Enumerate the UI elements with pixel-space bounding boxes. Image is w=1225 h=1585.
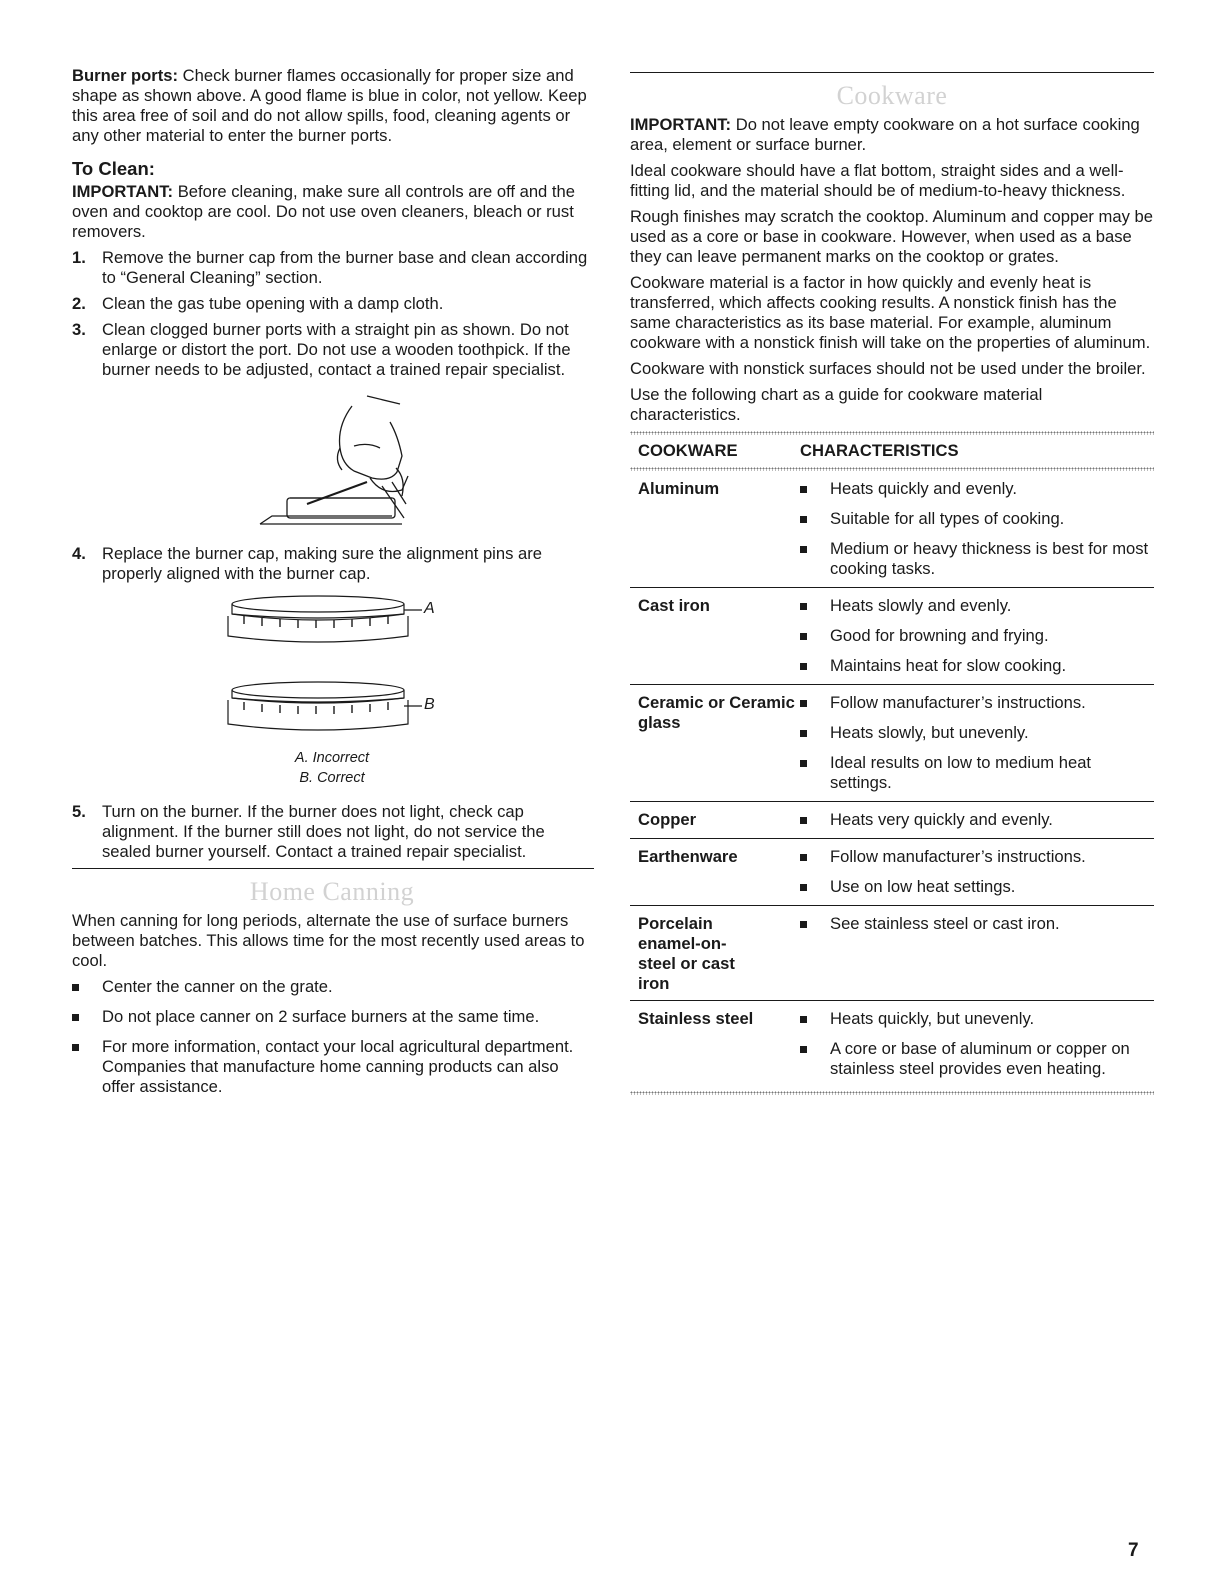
step-number: 3. bbox=[72, 320, 86, 339]
pin-cleaning-illustration bbox=[72, 386, 592, 536]
bullet-icon bbox=[800, 854, 807, 861]
list-item bbox=[800, 1039, 1154, 1079]
list-item bbox=[800, 479, 1154, 499]
bullet-text: Do not place canner on 2 surface burners at the same time. bbox=[102, 1007, 540, 1026]
bullet-text: Heats very quickly and evenly. bbox=[830, 810, 1053, 829]
material-cell: Copper bbox=[638, 810, 697, 829]
step-number: 5. bbox=[72, 802, 86, 821]
step-item bbox=[72, 294, 592, 314]
figure-caption-b: B. Correct bbox=[299, 770, 365, 786]
table-body bbox=[630, 471, 1154, 1087]
bullet-icon bbox=[800, 921, 807, 928]
bullet-text: Good for browning and frying. bbox=[830, 626, 1049, 645]
to-clean-heading: To Clean: bbox=[72, 158, 155, 179]
step-item bbox=[72, 248, 592, 288]
list-item bbox=[800, 810, 1154, 830]
bullet-text: Follow manufacturer’s instructions. bbox=[830, 693, 1086, 712]
step-text: Clean clogged burner ports with a straight pin as shown. Do not enlarge or distort the port. Do not use a wooden toothpick. If the burner needs to be adjusted, contact a trained repair specialist. bbox=[102, 320, 571, 379]
material-cell: Earthenware bbox=[638, 847, 738, 866]
step-text: Remove the burner cap from the burner base and clean according to “General Cleaning” section. bbox=[102, 248, 588, 287]
cookware-important bbox=[630, 115, 1154, 155]
characteristics-cell bbox=[800, 914, 1154, 994]
list-item bbox=[800, 877, 1154, 897]
characteristics-list bbox=[800, 914, 1154, 934]
bullet-text: A core or base of aluminum or copper on stainless steel provides even heating. bbox=[830, 1039, 1130, 1078]
bullet-icon bbox=[800, 700, 807, 707]
list-item bbox=[800, 656, 1154, 676]
characteristics-list bbox=[800, 596, 1154, 676]
table-row bbox=[630, 588, 1154, 685]
table-row bbox=[630, 802, 1154, 839]
right-column bbox=[630, 72, 1154, 1095]
characteristics-cell bbox=[800, 596, 1154, 678]
cookware-paragraph: Ideal cookware should have a flat bottom, straight sides and a well-fitting lid, and the material should be of medium-to-heavy thickness. bbox=[630, 161, 1126, 200]
bullet-text: Maintains heat for slow cooking. bbox=[830, 656, 1067, 675]
characteristics-cell bbox=[800, 810, 1154, 832]
cookware-paragraph: Use the following chart as a guide for cookware material characteristics. bbox=[630, 385, 1043, 424]
figure-label-b: B bbox=[424, 696, 435, 713]
step-text: Clean the gas tube opening with a damp cloth. bbox=[102, 294, 444, 313]
characteristics-list bbox=[800, 693, 1154, 793]
step-item bbox=[72, 802, 592, 862]
cleaning-step-5 bbox=[72, 802, 592, 862]
figure-label-a: A bbox=[424, 600, 435, 617]
material-cell: Stainless steel bbox=[638, 1009, 754, 1028]
bullet-text: For more information, contact your local agricultural department. Companies that manufacture home canning products can also offer assistance. bbox=[102, 1037, 574, 1096]
bullet-icon bbox=[800, 817, 807, 824]
bullet-text: See stainless steel or cast iron. bbox=[830, 914, 1060, 933]
bullet-icon bbox=[800, 1016, 807, 1023]
bullet-icon bbox=[800, 633, 807, 640]
list-item bbox=[72, 977, 592, 997]
important-text: Do not leave empty cookware on a hot surface cooking area, element or surface burner. bbox=[630, 115, 1140, 154]
cleaning-steps-1-3 bbox=[72, 248, 592, 380]
bullet-text: Ideal results on low to medium heat settings. bbox=[830, 753, 1092, 792]
table-bottom-rule bbox=[630, 1091, 1154, 1095]
home-canning-bullets bbox=[72, 977, 592, 1097]
characteristics-cell bbox=[800, 847, 1154, 899]
header-cookware: COOKWARE bbox=[638, 441, 738, 460]
list-item bbox=[800, 539, 1154, 579]
characteristics-cell bbox=[800, 693, 1154, 795]
important-text: Before cleaning, make sure all controls are off and the oven and cooktop are cool. Do not use oven cleaners, bleach or rust removers. bbox=[72, 182, 575, 241]
bullet-text: Suitable for all types of cooking. bbox=[830, 509, 1065, 528]
list-item bbox=[72, 1037, 592, 1097]
characteristics-cell bbox=[800, 479, 1154, 581]
cookware-paragraph: Cookware with nonstick surfaces should not be used under the broiler. bbox=[630, 359, 1146, 378]
table-row bbox=[630, 839, 1154, 906]
important-label: IMPORTANT: bbox=[72, 182, 174, 201]
burner-cap-correct-icon bbox=[72, 676, 592, 746]
characteristics-cell bbox=[800, 1009, 1154, 1081]
bullet-icon bbox=[800, 730, 807, 737]
bullet-text: Use on low heat settings. bbox=[830, 877, 1016, 896]
burner-ports-paragraph bbox=[72, 66, 592, 146]
table-row bbox=[630, 906, 1154, 1001]
list-item bbox=[800, 596, 1154, 616]
list-item bbox=[800, 626, 1154, 646]
cookware-table bbox=[630, 431, 1154, 1095]
cookware-paragraph: Rough finishes may scratch the cooktop. Aluminum and copper may be used as a core or base in cookware. However, when used as a base they can leave permanent marks on the cooktop or grates. bbox=[630, 207, 1153, 266]
list-item bbox=[800, 1009, 1154, 1029]
step-number: 4. bbox=[72, 544, 86, 563]
burner-ports-label: Burner ports: bbox=[72, 66, 179, 85]
material-cell: Ceramic or Ceramic glass bbox=[638, 693, 795, 732]
cleaning-step-4 bbox=[72, 544, 592, 584]
bullet-icon bbox=[800, 516, 807, 523]
characteristics-list bbox=[800, 479, 1154, 579]
material-cell: Aluminum bbox=[638, 479, 720, 498]
bullet-text: Heats quickly, but unevenly. bbox=[830, 1009, 1035, 1028]
table-row bbox=[630, 685, 1154, 802]
list-item bbox=[800, 693, 1154, 713]
list-item bbox=[800, 753, 1154, 793]
page-number: 7 bbox=[1128, 1540, 1139, 1561]
bullet-text: Heats slowly, but unevenly. bbox=[830, 723, 1029, 742]
bullet-icon bbox=[72, 1044, 79, 1051]
bullet-icon bbox=[800, 1046, 807, 1053]
section-divider bbox=[72, 868, 594, 869]
bullet-icon bbox=[800, 663, 807, 670]
step-item bbox=[72, 544, 592, 584]
list-item bbox=[800, 509, 1154, 529]
bullet-icon bbox=[800, 760, 807, 767]
characteristics-list bbox=[800, 1009, 1154, 1079]
step-item bbox=[72, 320, 592, 380]
home-canning-title: Home Canning bbox=[249, 877, 415, 906]
bullet-icon bbox=[800, 884, 807, 891]
burner-cap-incorrect-illustration bbox=[72, 590, 592, 656]
bullet-text: Heats slowly and evenly. bbox=[830, 596, 1012, 615]
bullet-text: Center the canner on the grate. bbox=[102, 977, 333, 996]
section-divider bbox=[630, 72, 1154, 73]
step-text: Replace the burner cap, making sure the alignment pins are properly aligned with the burner cap. bbox=[102, 544, 542, 583]
list-item bbox=[800, 914, 1154, 934]
figure-caption-a: A. Incorrect bbox=[294, 750, 370, 766]
burner-cap-incorrect-icon bbox=[72, 590, 592, 656]
bullet-text: Heats quickly and evenly. bbox=[830, 479, 1017, 498]
burner-cap-correct-illustration bbox=[72, 676, 592, 746]
header-characteristics: CHARACTERISTICS bbox=[800, 441, 959, 460]
step-number: 2. bbox=[72, 294, 86, 313]
step-number: 1. bbox=[72, 248, 86, 267]
table-row bbox=[630, 1001, 1154, 1087]
table-row bbox=[630, 471, 1154, 588]
left-column bbox=[72, 66, 592, 1107]
bullet-icon bbox=[800, 546, 807, 553]
characteristics-list bbox=[800, 810, 1154, 830]
step-text: Turn on the burner. If the burner does not light, check cap alignment. If the burner still does not light, do not service the sealed burner yourself. Contact a trained repair specialist. bbox=[102, 802, 545, 861]
list-item bbox=[72, 1007, 592, 1027]
home-canning-intro: When canning for long periods, alternate the use of surface burners between batches. This allows time for the most recently used areas to cool. bbox=[72, 911, 585, 970]
cookware-title: Cookware bbox=[836, 81, 948, 110]
bullet-text: Follow manufacturer’s instructions. bbox=[830, 847, 1086, 866]
important-label: IMPORTANT: bbox=[630, 115, 732, 134]
bullet-text: Medium or heavy thickness is best for most cooking tasks. bbox=[830, 539, 1149, 578]
bullet-icon bbox=[72, 1014, 79, 1021]
characteristics-list bbox=[800, 847, 1154, 897]
list-item bbox=[800, 847, 1154, 867]
material-cell: Porcelain enamel-on-steel or cast iron bbox=[638, 914, 735, 993]
bullet-icon bbox=[800, 486, 807, 493]
cookware-paragraph: Cookware material is a factor in how quickly and evenly heat is transferred, which affects cooking results. A nonstick finish has the same characteristics as its base material. For example, aluminum cookware with a nonstick finish will take on the properties of aluminum. bbox=[630, 273, 1151, 352]
burner-ports-text: Check burner flames occasionally for proper size and shape as shown above. A good flame is blue in color, not yellow. Keep this area free of soil and do not allow spills, food, cleaning agents or any other material to enter the burner ports. bbox=[72, 66, 587, 145]
material-cell: Cast iron bbox=[638, 596, 710, 615]
hand-pin-icon bbox=[72, 386, 592, 536]
bullet-icon bbox=[72, 984, 79, 991]
list-item bbox=[800, 723, 1154, 743]
bullet-icon bbox=[800, 603, 807, 610]
table-header bbox=[630, 435, 1154, 467]
to-clean-important bbox=[72, 182, 592, 242]
